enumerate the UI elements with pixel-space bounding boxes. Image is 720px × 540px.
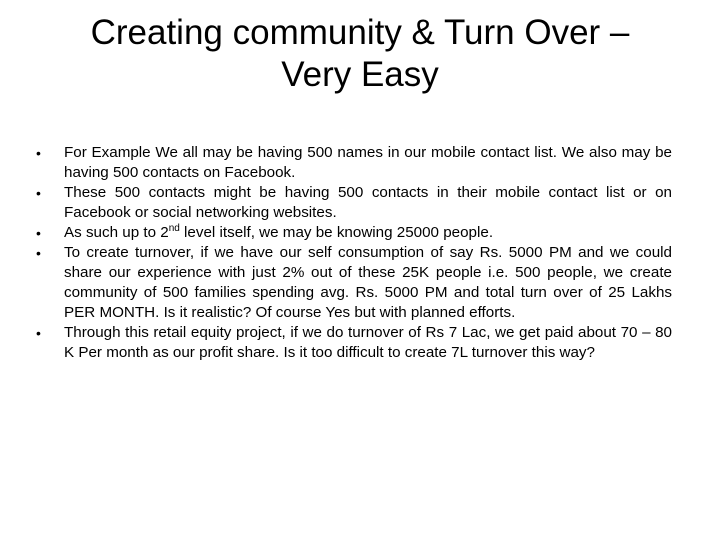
bullet-dot-icon: •: [36, 185, 41, 201]
bullet-text-before: As such up to 2: [64, 224, 169, 241]
bullet-item-4: [36, 243, 672, 323]
bullet-dot-icon: •: [36, 225, 41, 241]
bullet-text: These 500 contacts might be having 500 contacts in their mobile contact list or on Facebook or social networking websites.: [64, 184, 672, 221]
bullet-text: To create turnover, if we have our self consumption of say Rs. 5000 PM and we could share our experience with just 2% out of these 25K people i.e. 500 people, we create community of 500 families spending avg. Rs. 5000 PM and total turn over of 25 Lakhs PER MONTH. Is it realistic? Of course Yes but with planned efforts.: [64, 244, 672, 321]
bullet-dot-icon: •: [36, 145, 41, 161]
bullet-item-5: [36, 323, 672, 363]
bullet-dot-icon: •: [36, 245, 41, 261]
bullet-item-2: [36, 183, 672, 223]
slide-title: Creating community & Turn Over – Very Easy: [90, 13, 630, 94]
bullet-list: [36, 143, 672, 363]
bullet-dot-icon: •: [36, 325, 41, 341]
bullet-text: For Example We all may be having 500 names in our mobile contact list. We also may be having 500 contacts on Facebook.: [64, 144, 672, 181]
bullet-text-after: level itself, we may be knowing 25000 people.: [179, 224, 494, 241]
bullet-text: Through this retail equity project, if we do turnover of Rs 7 Lac, we get paid about 70 – 80 K Per month as our profit share. Is it too difficult to create 7L turnover this way?: [64, 324, 672, 361]
bullet-item-1: [36, 143, 672, 183]
bullet-text-superscript: nd: [168, 222, 180, 234]
bullet-item-3: [36, 223, 672, 243]
